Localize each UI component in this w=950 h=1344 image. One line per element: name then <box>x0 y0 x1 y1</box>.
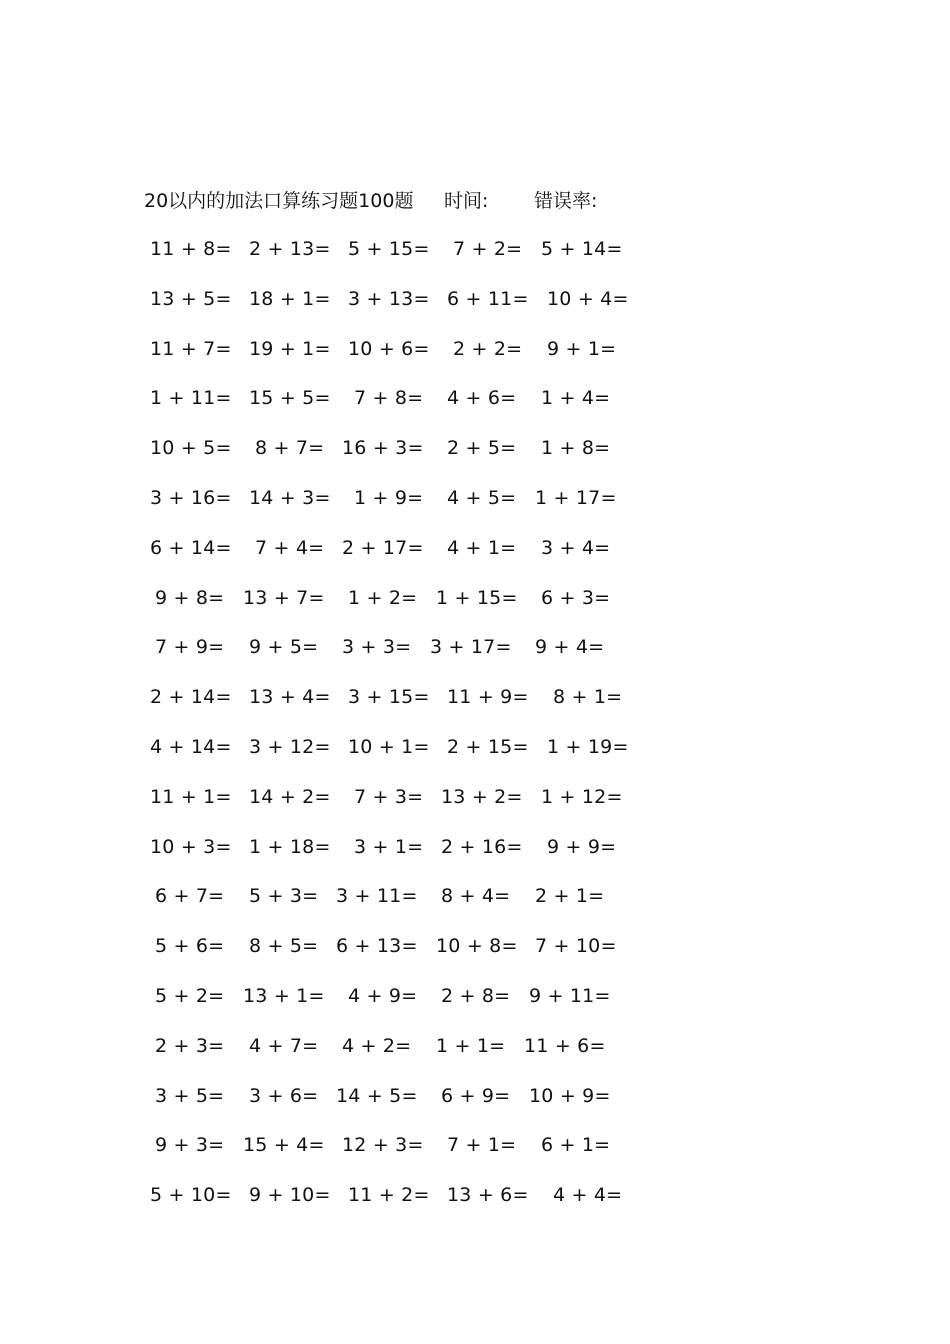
problem-item: 3 + 4= <box>541 537 611 559</box>
problem-item: 2 + 2= <box>453 338 523 360</box>
problem-item: 11 + 8= <box>150 238 232 260</box>
problem-item: 9 + 8= <box>155 587 225 609</box>
problem-item: 3 + 13= <box>348 288 430 310</box>
problem-item: 9 + 4= <box>535 636 605 658</box>
problem-item: 13 + 5= <box>150 288 232 310</box>
problem-item: 2 + 1= <box>535 885 605 907</box>
problem-item: 1 + 19= <box>547 736 629 758</box>
problem-item: 1 + 15= <box>436 587 518 609</box>
problem-item: 1 + 11= <box>150 387 232 409</box>
problem-item: 2 + 16= <box>441 836 523 858</box>
problem-item: 10 + 5= <box>150 437 232 459</box>
problem-item: 7 + 2= <box>453 238 523 260</box>
problem-item: 1 + 2= <box>348 587 418 609</box>
problem-item: 7 + 4= <box>255 537 325 559</box>
problem-item: 6 + 9= <box>441 1085 511 1107</box>
problem-item: 2 + 5= <box>447 437 517 459</box>
problem-item: 2 + 14= <box>150 686 232 708</box>
problem-item: 6 + 14= <box>150 537 232 559</box>
problem-item: 15 + 4= <box>243 1134 325 1156</box>
problem-item: 1 + 4= <box>541 387 611 409</box>
problem-item: 1 + 12= <box>541 786 623 808</box>
problem-item: 5 + 2= <box>155 985 225 1007</box>
problem-item: 4 + 9= <box>348 985 418 1007</box>
problem-item: 11 + 7= <box>150 338 232 360</box>
problem-item: 1 + 18= <box>249 836 331 858</box>
problem-item: 4 + 6= <box>447 387 517 409</box>
problem-item: 1 + 8= <box>541 437 611 459</box>
problem-item: 10 + 4= <box>547 288 629 310</box>
problem-item: 13 + 1= <box>243 985 325 1007</box>
problem-item: 1 + 9= <box>354 487 424 509</box>
problem-item: 4 + 1= <box>447 537 517 559</box>
problem-item: 4 + 5= <box>447 487 517 509</box>
worksheet-title: 20以内的加法口算练习题100题 <box>144 190 414 212</box>
problem-item: 5 + 6= <box>155 935 225 957</box>
problem-item: 8 + 7= <box>255 437 325 459</box>
problem-item: 3 + 5= <box>155 1085 225 1107</box>
problem-item: 12 + 3= <box>342 1134 424 1156</box>
problem-item: 3 + 17= <box>430 636 512 658</box>
problem-item: 19 + 1= <box>249 338 331 360</box>
problem-item: 7 + 3= <box>354 786 424 808</box>
problem-item: 3 + 15= <box>348 686 430 708</box>
problem-item: 3 + 6= <box>249 1085 319 1107</box>
problem-item: 2 + 17= <box>342 537 424 559</box>
problem-item: 11 + 1= <box>150 786 232 808</box>
problem-item: 8 + 4= <box>441 885 511 907</box>
problem-item: 10 + 3= <box>150 836 232 858</box>
problem-item: 5 + 10= <box>150 1184 232 1206</box>
problem-item: 6 + 7= <box>155 885 225 907</box>
problem-item: 4 + 2= <box>342 1035 412 1057</box>
problem-item: 18 + 1= <box>249 288 331 310</box>
problem-item: 3 + 3= <box>342 636 412 658</box>
problem-item: 1 + 1= <box>436 1035 506 1057</box>
problem-item: 5 + 15= <box>348 238 430 260</box>
problem-item: 2 + 13= <box>249 238 331 260</box>
problem-item: 10 + 9= <box>529 1085 611 1107</box>
problem-item: 14 + 2= <box>249 786 331 808</box>
problem-item: 2 + 8= <box>441 985 511 1007</box>
problem-item: 9 + 5= <box>249 636 319 658</box>
problem-item: 10 + 6= <box>348 338 430 360</box>
problem-item: 13 + 7= <box>243 587 325 609</box>
problem-item: 3 + 11= <box>336 885 418 907</box>
problem-item: 9 + 10= <box>249 1184 331 1206</box>
problem-item: 3 + 1= <box>354 836 424 858</box>
problem-item: 7 + 1= <box>447 1134 517 1156</box>
problem-item: 14 + 5= <box>336 1085 418 1107</box>
problem-item: 13 + 4= <box>249 686 331 708</box>
problem-item: 9 + 1= <box>547 338 617 360</box>
problem-item: 10 + 1= <box>348 736 430 758</box>
problem-item: 11 + 6= <box>524 1035 606 1057</box>
time-label: 时间: <box>444 190 489 212</box>
problem-item: 4 + 14= <box>150 736 232 758</box>
problem-item: 11 + 2= <box>348 1184 430 1206</box>
problem-item: 1 + 17= <box>535 487 617 509</box>
problem-item: 6 + 13= <box>336 935 418 957</box>
problem-item: 3 + 12= <box>249 736 331 758</box>
problem-item: 9 + 9= <box>547 836 617 858</box>
problem-item: 4 + 4= <box>553 1184 623 1206</box>
problem-item: 3 + 16= <box>150 487 232 509</box>
problem-item: 5 + 14= <box>541 238 623 260</box>
problem-item: 7 + 8= <box>354 387 424 409</box>
problem-item: 5 + 3= <box>249 885 319 907</box>
problem-item: 14 + 3= <box>249 487 331 509</box>
problem-item: 10 + 8= <box>436 935 518 957</box>
problem-item: 2 + 3= <box>155 1035 225 1057</box>
problem-item: 2 + 15= <box>447 736 529 758</box>
problem-item: 6 + 1= <box>541 1134 611 1156</box>
problem-item: 8 + 1= <box>553 686 623 708</box>
problem-item: 16 + 3= <box>342 437 424 459</box>
problem-item: 7 + 10= <box>535 935 617 957</box>
problem-item: 13 + 6= <box>447 1184 529 1206</box>
problem-item: 15 + 5= <box>249 387 331 409</box>
problem-item: 9 + 11= <box>529 985 611 1007</box>
problem-item: 8 + 5= <box>249 935 319 957</box>
problem-item: 11 + 9= <box>447 686 529 708</box>
problem-item: 4 + 7= <box>249 1035 319 1057</box>
problem-item: 6 + 11= <box>447 288 529 310</box>
problem-item: 9 + 3= <box>155 1134 225 1156</box>
problem-item: 7 + 9= <box>155 636 225 658</box>
error-rate-label: 错误率: <box>534 190 598 212</box>
problem-item: 13 + 2= <box>441 786 523 808</box>
problem-item: 6 + 3= <box>541 587 611 609</box>
